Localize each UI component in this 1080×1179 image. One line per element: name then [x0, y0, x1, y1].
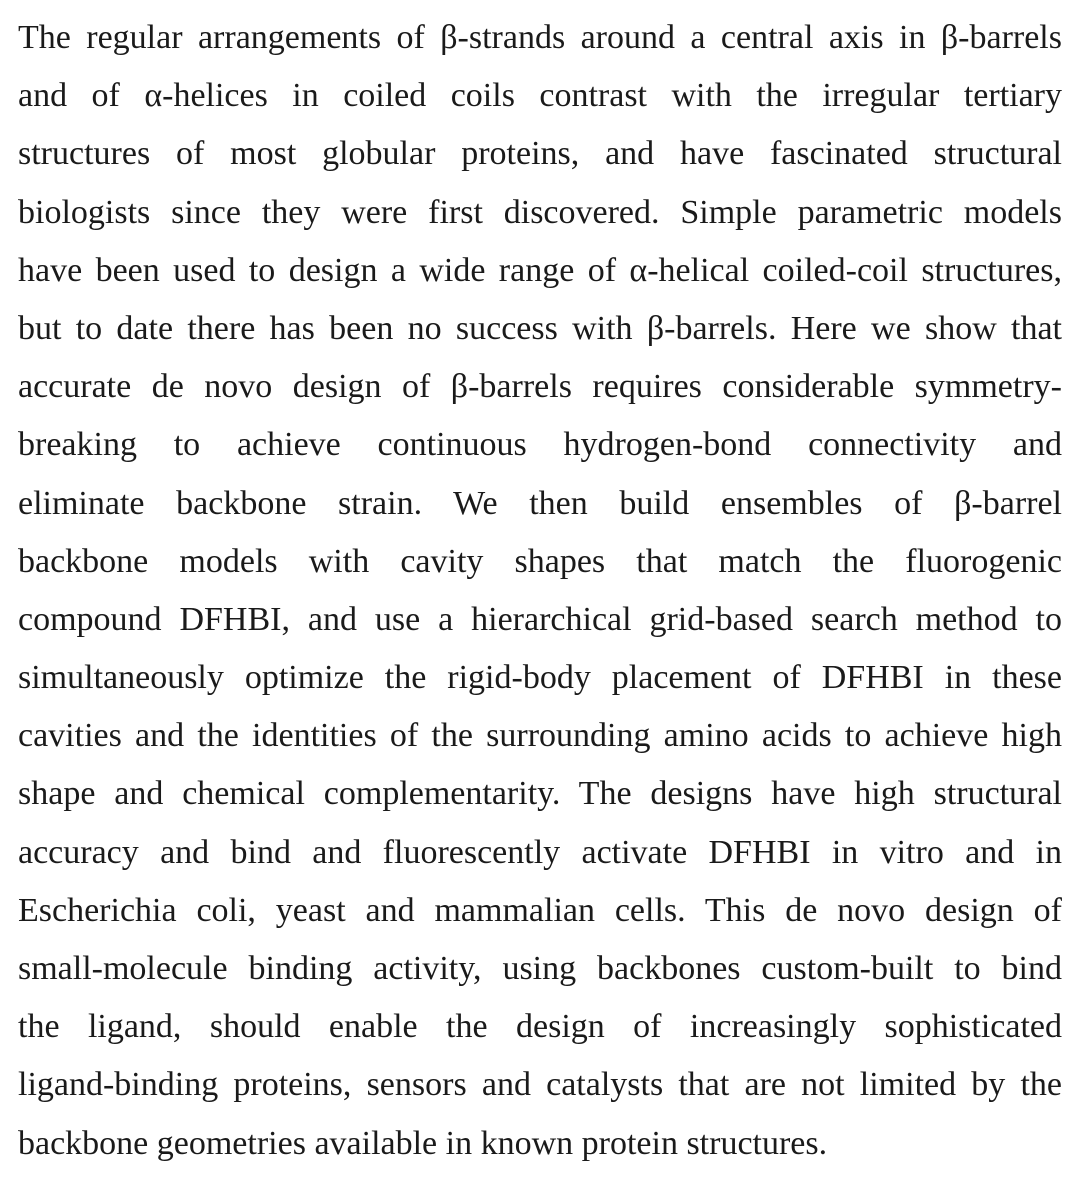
text-line: cavities and the identities of the surrounding amino acids to achieve high [18, 717, 1062, 755]
text-line: structures of most globular proteins, and have fascinated structural [18, 135, 1062, 173]
text-line: shape and chemical complementarity. The designs have high structural [18, 775, 1062, 813]
abstract-paragraph [18, 9, 1062, 1173]
text-line: but to date there has been no success with β-barrels. Here we show that [18, 309, 1062, 347]
text-line: have been used to design a wide range of α-helical coiled-coil structures, [18, 251, 1062, 289]
text-line: small-molecule binding activity, using backbones custom-built to bind [18, 950, 1062, 987]
text-line: the ligand, should enable the design of increasingly sophisticated [18, 1008, 1062, 1046]
text-line: simultaneously optimize the rigid-body placement of DFHBI in these [18, 659, 1062, 697]
text-line: and of α-helices in coiled coils contrast with the irregular tertiary [18, 77, 1062, 115]
text-line: backbone models with cavity shapes that match the fluorogenic [18, 542, 1062, 580]
text-line: backbone geometries available in known protein structures. [18, 1124, 828, 1162]
text-line: biologists since they were first discovered. Simple parametric models [18, 193, 1062, 231]
text-line: The regular arrangements of β-strands around a central axis in β-barrels [18, 19, 1062, 56]
text-line: compound DFHBI, and use a hierarchical grid-based search method to [18, 600, 1062, 638]
text-line: eliminate backbone strain. We then build ensembles of β-barrel [18, 484, 1062, 522]
text-line: accuracy and bind and fluorescently activate DFHBI in vitro and in [18, 833, 1062, 871]
text-line: accurate de novo design of β-barrels requires considerable symmetry- [18, 368, 1062, 406]
text-line: Escherichia coli, yeast and mammalian cells. This de novo design of [18, 891, 1062, 929]
text-line: breaking to achieve continuous hydrogen-bond connectivity and [18, 426, 1062, 464]
text-line: ligand-binding proteins, sensors and catalysts that are not limited by the [18, 1066, 1062, 1104]
